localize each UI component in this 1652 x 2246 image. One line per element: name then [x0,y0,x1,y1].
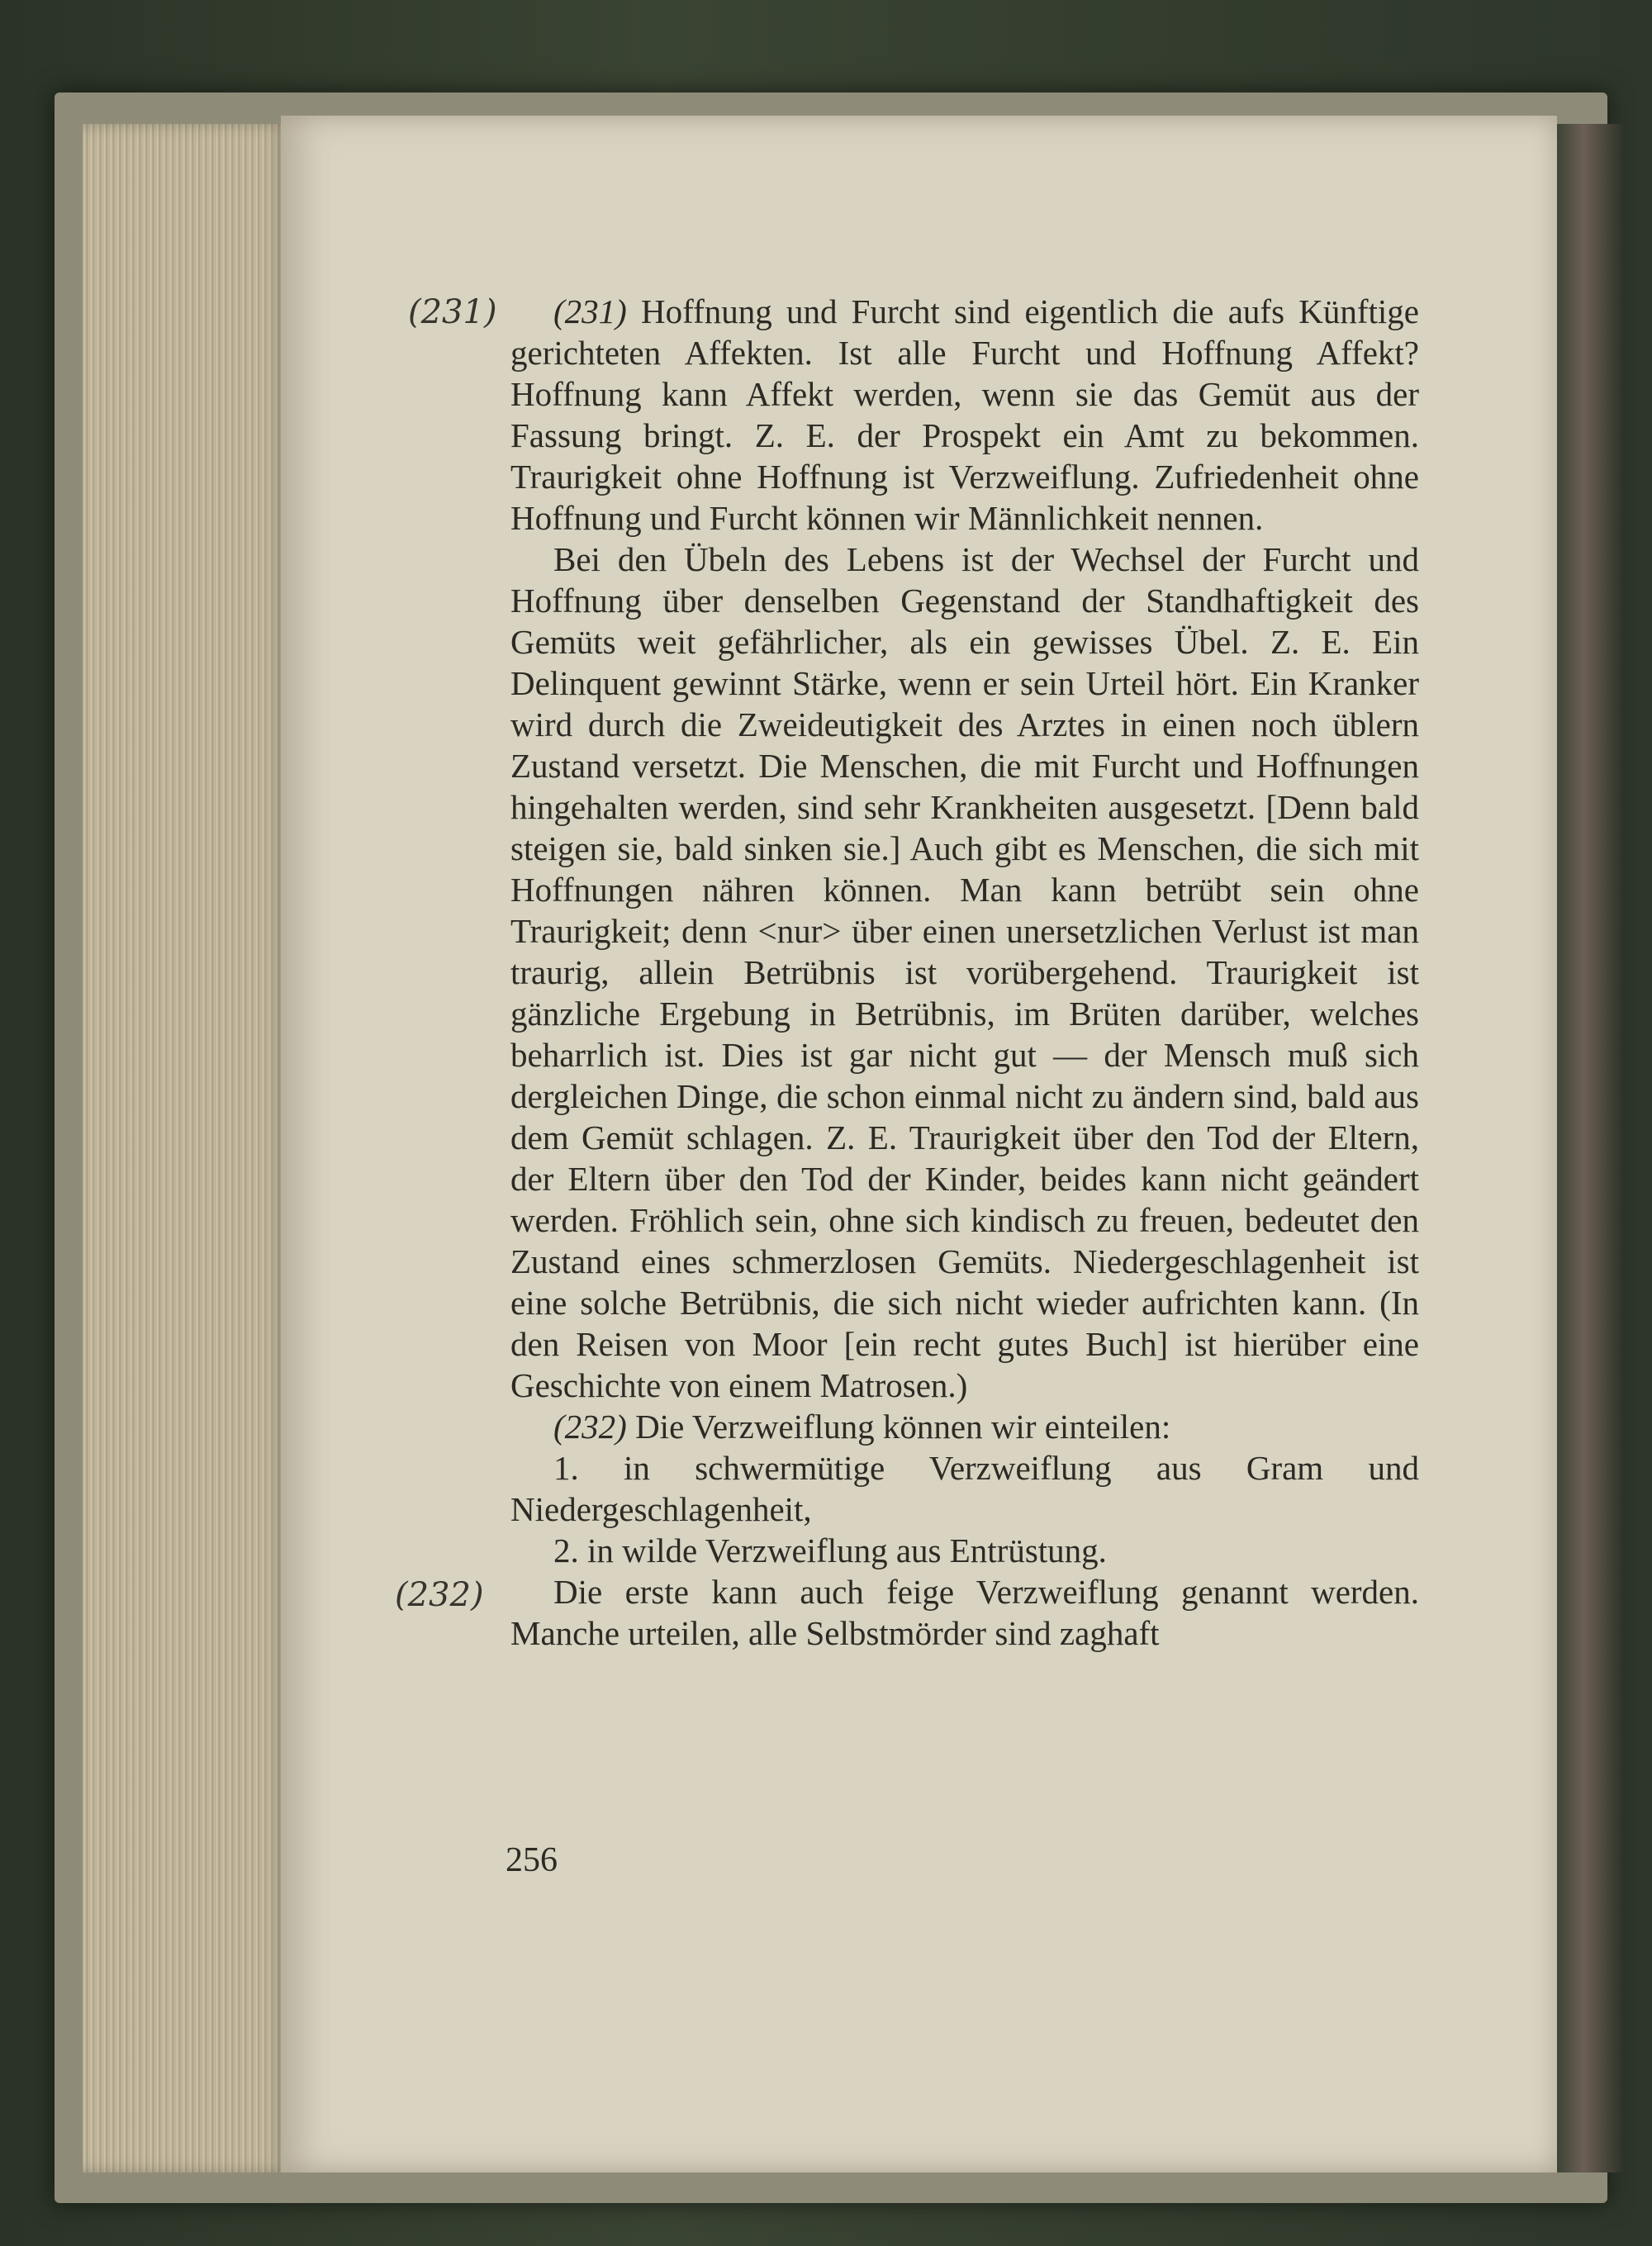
section-number-231: (231) [553,292,627,330]
list-item-1: 1. in schwermütige Verzweiflung aus Gram und Niedergeschlagenheit, [510,1449,1419,1528]
paragraph-231-1 [510,291,1419,539]
margin-number-231: (231) [408,293,497,331]
page-number: 256 [506,1841,558,1879]
paragraph-231-1-text: Hoffnung und Furcht sind eigentlich die aufs Künftige gerichteten Affekten. Ist alle Furcht und Hoffnung Affekt? Hoffnung kann Affekt werden, wenn sie das Gemüt aus der Fassung bringt. Z. E. der Prospekt ein Amt zu bekommen. Traurigkeit ohne Hoffnung ist Verzweiflung. Zufriedenheit ohne Hoffnung und Furcht können wir Männlichkeit nennen. [510,292,1419,537]
paragraph-232-intro [510,1406,1419,1447]
margin-number-232: (232) [395,1576,484,1614]
section-number-232: (232) [553,1408,627,1446]
list-item-2: 2. in wilde Verzweiflung aus Entrüstung. [553,1531,1107,1569]
paragraph-231-2: Bei den Übeln des Lebens ist der Wechsel der Furcht und Hoffnung über denselben Gegenstand der Standhaftigkeit des Gemüts weit gefährlicher, als ein gewisses Übel. Z. E. Ein Delinquent gewinnt Stärke, wenn er sein Urteil hört. Ein Kranker wird durch die Zweideutigkeit des Arztes in einen noch üblern Zustand versetzt. Die Menschen, die mit Furcht und Hoffnungen hingehalten werden, sind sehr Krankheiten ausgesetzt. [Denn bald steigen sie, bald sinken sie.] Auch gibt es Menschen, die sich mit Hoffnungen nähren können. Man kann betrübt sein ohne Traurigkeit; denn <nur> über einen unersetzlichen Verlust ist man traurig, allein Betrübnis ist vorübergehend. Traurigkeit ist gänzliche Ergebung in Betrübnis, im Brüten darüber, welches beharrlich ist. Dies ist gar nicht gut — der Mensch muß sich dergleichen Dinge, die schon einmal nicht zu ändern sind, bald aus dem Gemüt schlagen. Z. E. Traurigkeit über den Tod der Eltern, der Eltern über den Tod der Kinder, beides kann nicht geändert werden. Fröhlich sein, ohne sich kindisch zu freuen, bedeutet den Zustand eines schmerzlosen Gemüts. Niedergeschlagenheit ist eine solche Betrübnis, die sich nicht wieder aufrichten kann. (In den Reisen von Moor [ein recht gutes Buch] ist hierüber eine Geschichte von einem Matrosen.) [510,540,1419,1404]
facing-page-edge [1557,124,1623,2172]
page-edges [83,124,289,2172]
paragraph-232-body: Die erste kann auch feige Verzweiflung genannt werden. Manche urteilen, alle Selbstmörder sind zaghaft [510,1573,1419,1652]
paragraph-232-intro-text: Die Verzweiflung können wir einteilen: [635,1408,1171,1446]
main-text [510,291,1419,1654]
